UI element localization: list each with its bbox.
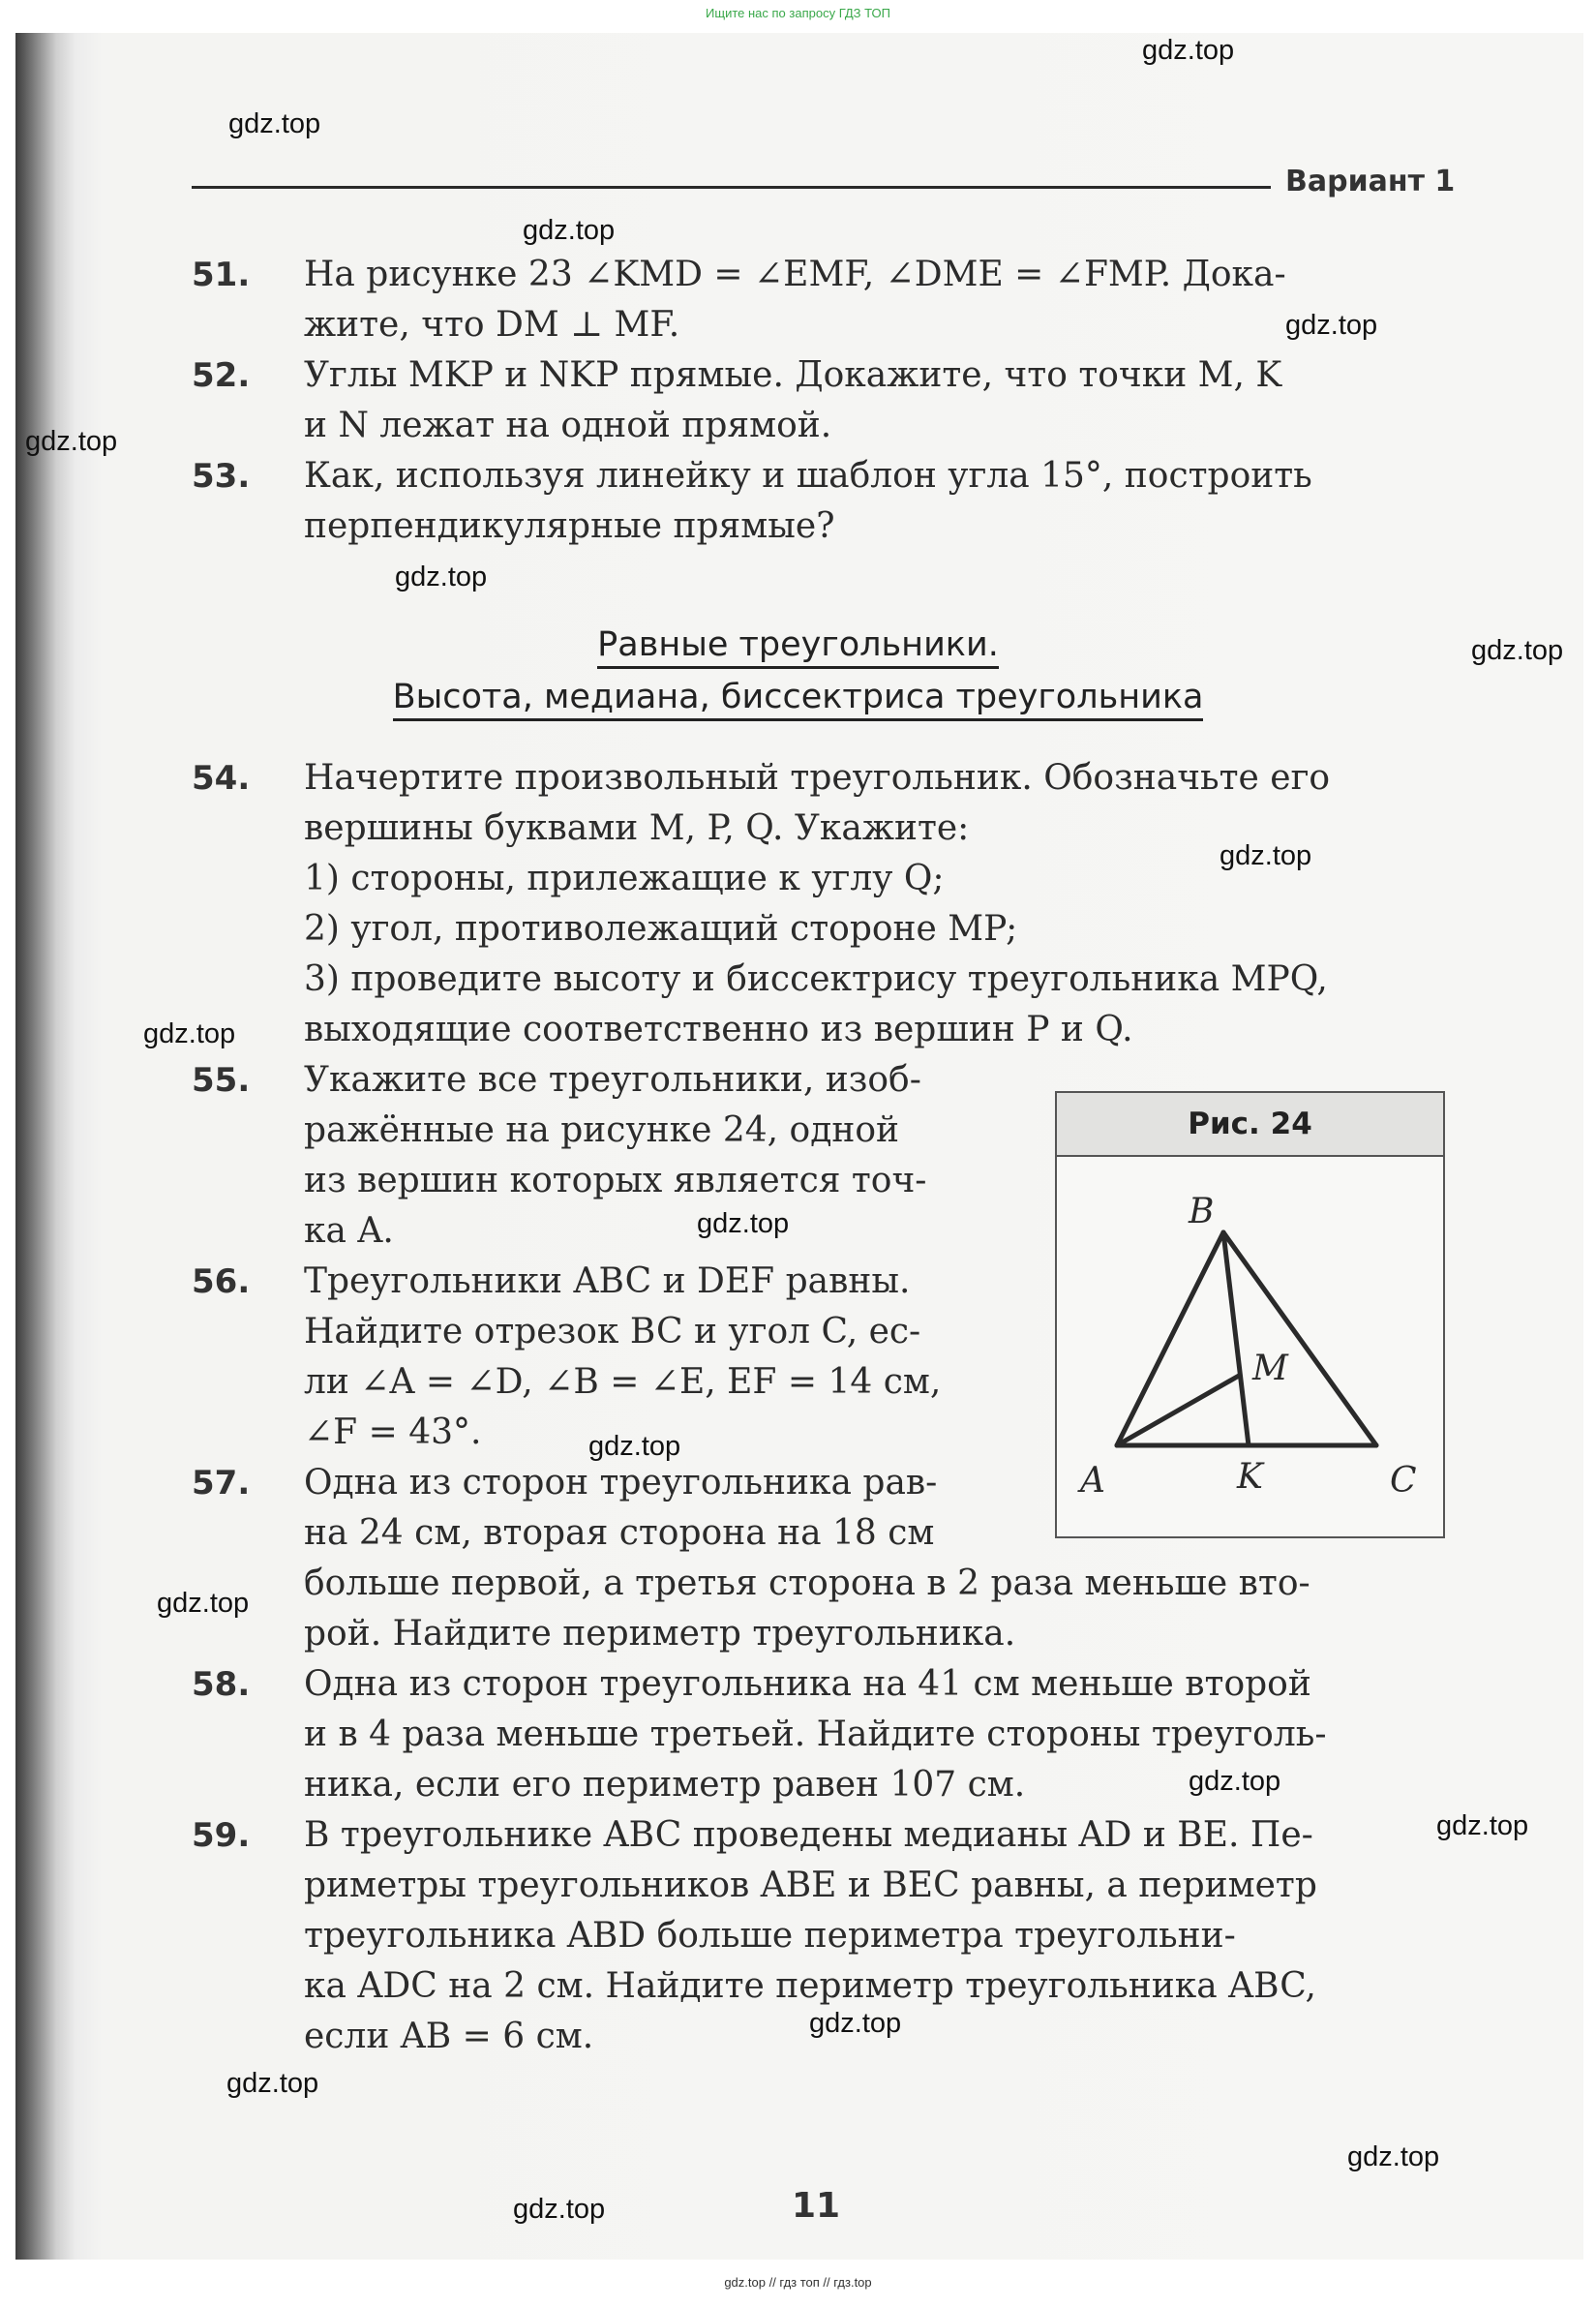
problem-line: Начертите произвольный треугольник. Обозначьте его [304, 758, 1331, 798]
watermark: gdz.top [697, 1208, 790, 1239]
problem-line: 1) стороны, прилежащие к углу Q; [304, 859, 945, 898]
problem-number: 56. [192, 1262, 251, 1301]
problem-line: ка A. [304, 1211, 394, 1251]
page-number: 11 [792, 2186, 841, 2226]
problem-line: риметры треугольников ABE и BEC равны, а периметр [304, 1866, 1317, 1905]
problem-line: В треугольнике ABC проведены медианы AD и BE. Пе- [304, 1815, 1313, 1855]
label-a: A [1080, 1461, 1105, 1501]
problem-line: Одна из сторон треугольника на 41 см меньше второй [304, 1664, 1311, 1704]
figure-24 [1055, 1091, 1445, 1538]
figure-title: Рис. 24 [1057, 1093, 1443, 1157]
watermark: gdz.top [523, 215, 616, 246]
problem-line: ∠F = 43°. [304, 1412, 482, 1452]
label-m: M [1252, 1349, 1288, 1388]
watermark: gdz.top [25, 426, 118, 457]
problem-number: 53. [192, 457, 251, 496]
problem-56 [192, 1257, 1005, 1458]
watermark: gdz.top [513, 2194, 606, 2225]
variant-label: Вариант 1 [1285, 165, 1456, 198]
problem-58 [192, 1659, 1446, 1810]
problem-line: рой. Найдите периметр треугольника. [304, 1614, 1016, 1654]
problem-line: на 24 см, вторая сторона на 18 см [304, 1513, 935, 1553]
problem-55 [192, 1055, 1005, 1257]
problem-52 [192, 350, 1446, 451]
problem-line: если AB = 6 см. [304, 2017, 594, 2056]
watermark: gdz.top [1189, 1766, 1281, 1797]
problem-53 [192, 451, 1446, 552]
problem-line: Укажите все треугольники, изоб- [304, 1060, 921, 1100]
problem-line: Треугольники ABC и DEF равны. [304, 1261, 911, 1301]
watermark: gdz.top [395, 562, 488, 592]
label-c: C [1390, 1461, 1417, 1501]
problem-number: 59. [192, 1816, 251, 1855]
problem-line: жите, что DM ⊥ MF. [304, 305, 680, 345]
problem-line: Как, используя линейку и шаблон угла 15°, построить [304, 456, 1312, 496]
watermark: gdz.top [226, 2068, 319, 2099]
problem-line: и N лежат на одной прямой. [304, 406, 832, 445]
problem-number: 55. [192, 1061, 251, 1100]
watermark: gdz.top [1285, 310, 1378, 341]
watermark: gdz.top [1347, 2141, 1440, 2172]
bottom-banner: gdz.top // гдз топ // гдз.top [724, 2275, 872, 2290]
problem-line: ка ADC на 2 см. Найдите периметр треугольника ABC, [304, 1966, 1316, 2006]
problem-line: 2) угол, противолежащий стороне MP; [304, 909, 1018, 949]
section-title-line2: Высота, медиана, биссектриса треугольника [0, 678, 1596, 716]
watermark: gdz.top [1471, 635, 1564, 666]
header-rule [192, 186, 1271, 189]
problem-line: треугольника ABD больше периметра треугольни- [304, 1916, 1236, 1956]
problem-line: перпендикулярные прямые? [304, 506, 835, 546]
triangle-diagram [1057, 1157, 1443, 1536]
problem-line: ли ∠A = ∠D, ∠B = ∠E, EF = 14 см, [304, 1362, 942, 1402]
watermark: gdz.top [1436, 1810, 1529, 1841]
label-k: K [1237, 1457, 1263, 1497]
problem-line: Найдите отрезок BC и угол C, ес- [304, 1312, 921, 1351]
problem-line: ника, если его периметр равен 107 см. [304, 1765, 1026, 1805]
problem-line: Одна из сторон треугольника рав- [304, 1463, 938, 1503]
problem-line: и в 4 раза меньше третьей. Найдите стороны треуголь- [304, 1715, 1327, 1754]
section-title-line1: Равные треугольники. [0, 625, 1596, 664]
problem-54 [192, 753, 1446, 1055]
problem-line: Углы MKP и NKP прямые. Докажите, что точки M, K [304, 355, 1282, 395]
label-b: B [1189, 1192, 1215, 1231]
problem-number: 54. [192, 759, 251, 798]
watermark: gdz.top [157, 1588, 250, 1619]
watermark: gdz.top [809, 2008, 902, 2039]
watermark: gdz.top [588, 1431, 681, 1462]
watermark: gdz.top [1142, 35, 1235, 66]
problem-51 [192, 250, 1446, 350]
watermark: gdz.top [228, 108, 321, 139]
watermark: gdz.top [1220, 840, 1312, 871]
problem-line: 3) проведите высоту и биссектрису треугольника MPQ, [304, 959, 1328, 999]
problem-line: выходящие соответственно из вершин P и Q. [304, 1010, 1133, 1049]
problem-number: 58. [192, 1665, 251, 1704]
problem-number: 52. [192, 356, 251, 395]
problem-number: 51. [192, 256, 251, 294]
problem-line: ражённые на рисунке 24, одной [304, 1110, 900, 1150]
problem-line: На рисунке 23 ∠KMD = ∠EMF, ∠DME = ∠FMP. Дока- [304, 255, 1286, 294]
problem-number: 57. [192, 1464, 251, 1503]
top-banner: Ищите нас по запросу ГДЗ ТОП [706, 6, 890, 20]
problem-line: больше первой, а третья сторона в 2 раза меньше вто- [304, 1563, 1310, 1603]
watermark: gdz.top [143, 1018, 236, 1049]
problem-line: из вершин которых является точ- [304, 1161, 927, 1200]
problem-line: вершины буквами M, P, Q. Укажите: [304, 808, 970, 848]
problem-59 [192, 1810, 1446, 2062]
